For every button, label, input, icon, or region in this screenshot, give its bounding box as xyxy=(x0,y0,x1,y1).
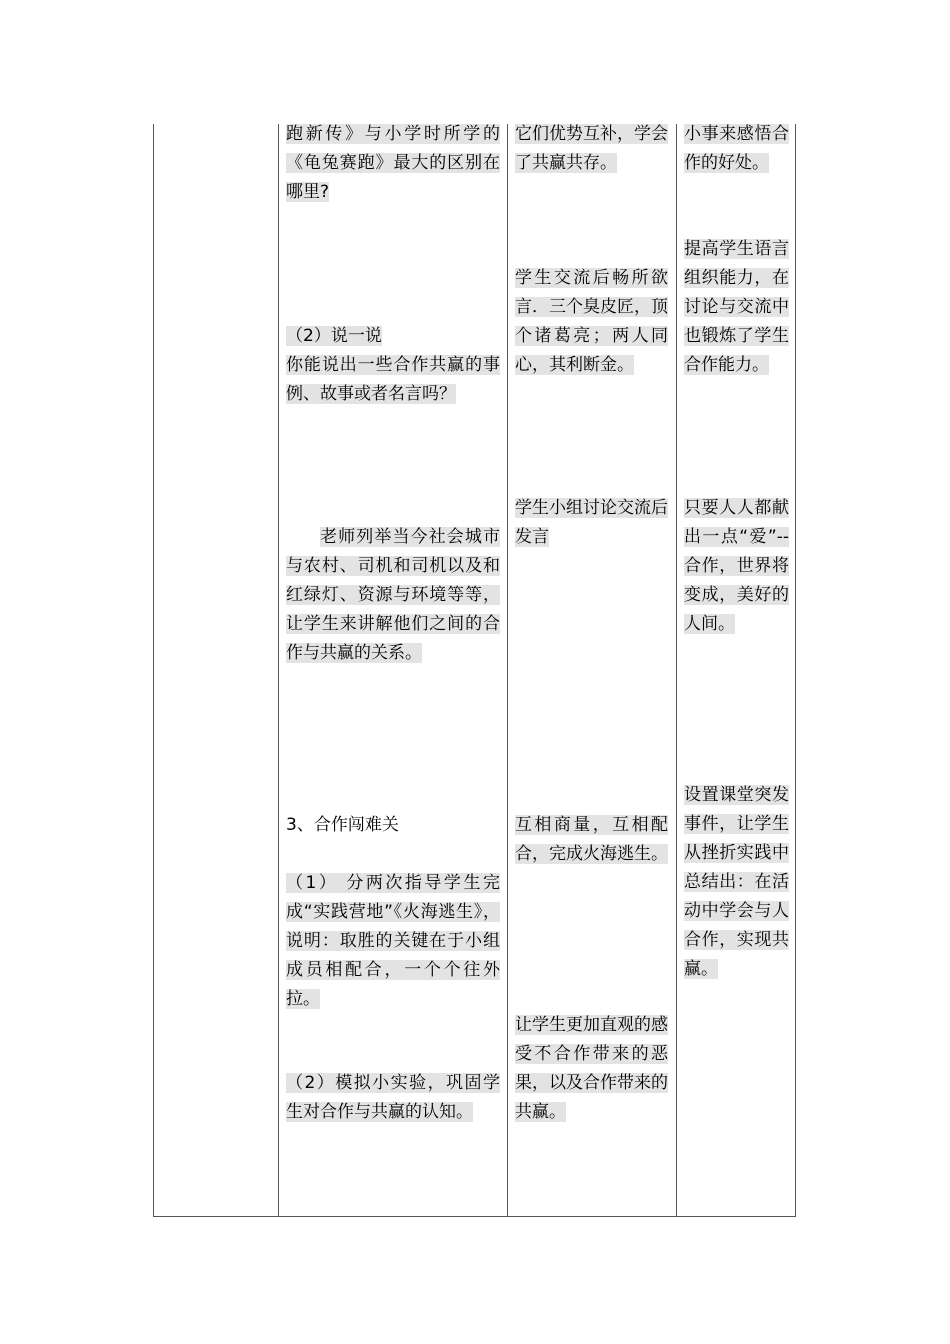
activity-paragraph xyxy=(286,869,500,1014)
student-text: 学生小组讨论交流后发言 xyxy=(515,498,668,547)
section-heading-text: （2）说一说 xyxy=(286,326,382,346)
intent-paragraph xyxy=(684,124,789,178)
student-paragraph xyxy=(515,1011,668,1127)
intent-text: 设置课堂突发事件，让学生从挫折实践中总结出：在活动中学会与人合作，实现共赢。 xyxy=(684,785,789,979)
prompt-text: 你能说出一些合作共赢的事例、故事或者名言吗？ xyxy=(286,355,500,404)
experiment-paragraph xyxy=(286,1069,500,1127)
student-text: 学生交流后畅所欲言．三个臭皮匠，顶个诸葛亮；两人同心，其利断金。 xyxy=(515,268,668,375)
section-heading xyxy=(286,322,500,351)
section-heading xyxy=(286,811,500,840)
example-paragraph xyxy=(286,523,500,668)
table-cell-col1 xyxy=(154,124,278,1217)
student-text: 它们优势互补，学会了共赢共存。 xyxy=(515,124,668,173)
experiment-text: （2）模拟小实验，巩固学生对合作与共赢的认知。 xyxy=(286,1073,500,1122)
prompt-paragraph xyxy=(286,351,500,409)
column-divider xyxy=(278,124,279,1217)
table-cell-col2 xyxy=(286,124,500,1217)
question-text: 跑新传》与小学时所学的《龟兔赛跑》最大的区别在哪里? xyxy=(286,124,500,202)
intent-text: 小事来感悟合作的好处。 xyxy=(684,124,789,173)
section-heading-text: 3、合作闯难关 xyxy=(286,815,399,835)
intent-text: 提高学生语言组织能力，在讨论与交流中也锻炼了学生合作能力。 xyxy=(684,239,789,375)
intent-text: 只要人人都献出一点“爱”--合作，世界将变成，美好的人间。 xyxy=(684,498,789,634)
student-paragraph xyxy=(515,264,668,380)
student-paragraph xyxy=(515,811,668,869)
question-paragraph xyxy=(286,124,500,207)
intent-paragraph xyxy=(684,781,789,984)
column-divider xyxy=(676,124,677,1217)
table-cell-col3 xyxy=(515,124,668,1217)
student-paragraph xyxy=(515,494,668,552)
table-cell-col4 xyxy=(684,124,789,1217)
student-paragraph xyxy=(515,124,668,178)
intent-paragraph xyxy=(684,235,789,380)
student-text: 互相商量，互相配合，完成火海逃生。 xyxy=(515,815,668,864)
intent-paragraph xyxy=(684,494,789,639)
example-text: 老师列举当今社会城市与农村、司机和司机以及和红绿灯、资源与环境等等，让学生来讲解他们之间的合作与共赢的关系。 xyxy=(286,527,500,663)
student-text: 让学生更加直观的感受不合作带来的恶果，以及合作带来的共赢。 xyxy=(515,1015,668,1122)
activity-text: （1） 分两次指导学生完成“实践营地”《火海逃生》，说明：取胜的关键在于小组成员相配合，一个个往外拉。 xyxy=(286,873,500,1009)
column-divider xyxy=(507,124,508,1217)
